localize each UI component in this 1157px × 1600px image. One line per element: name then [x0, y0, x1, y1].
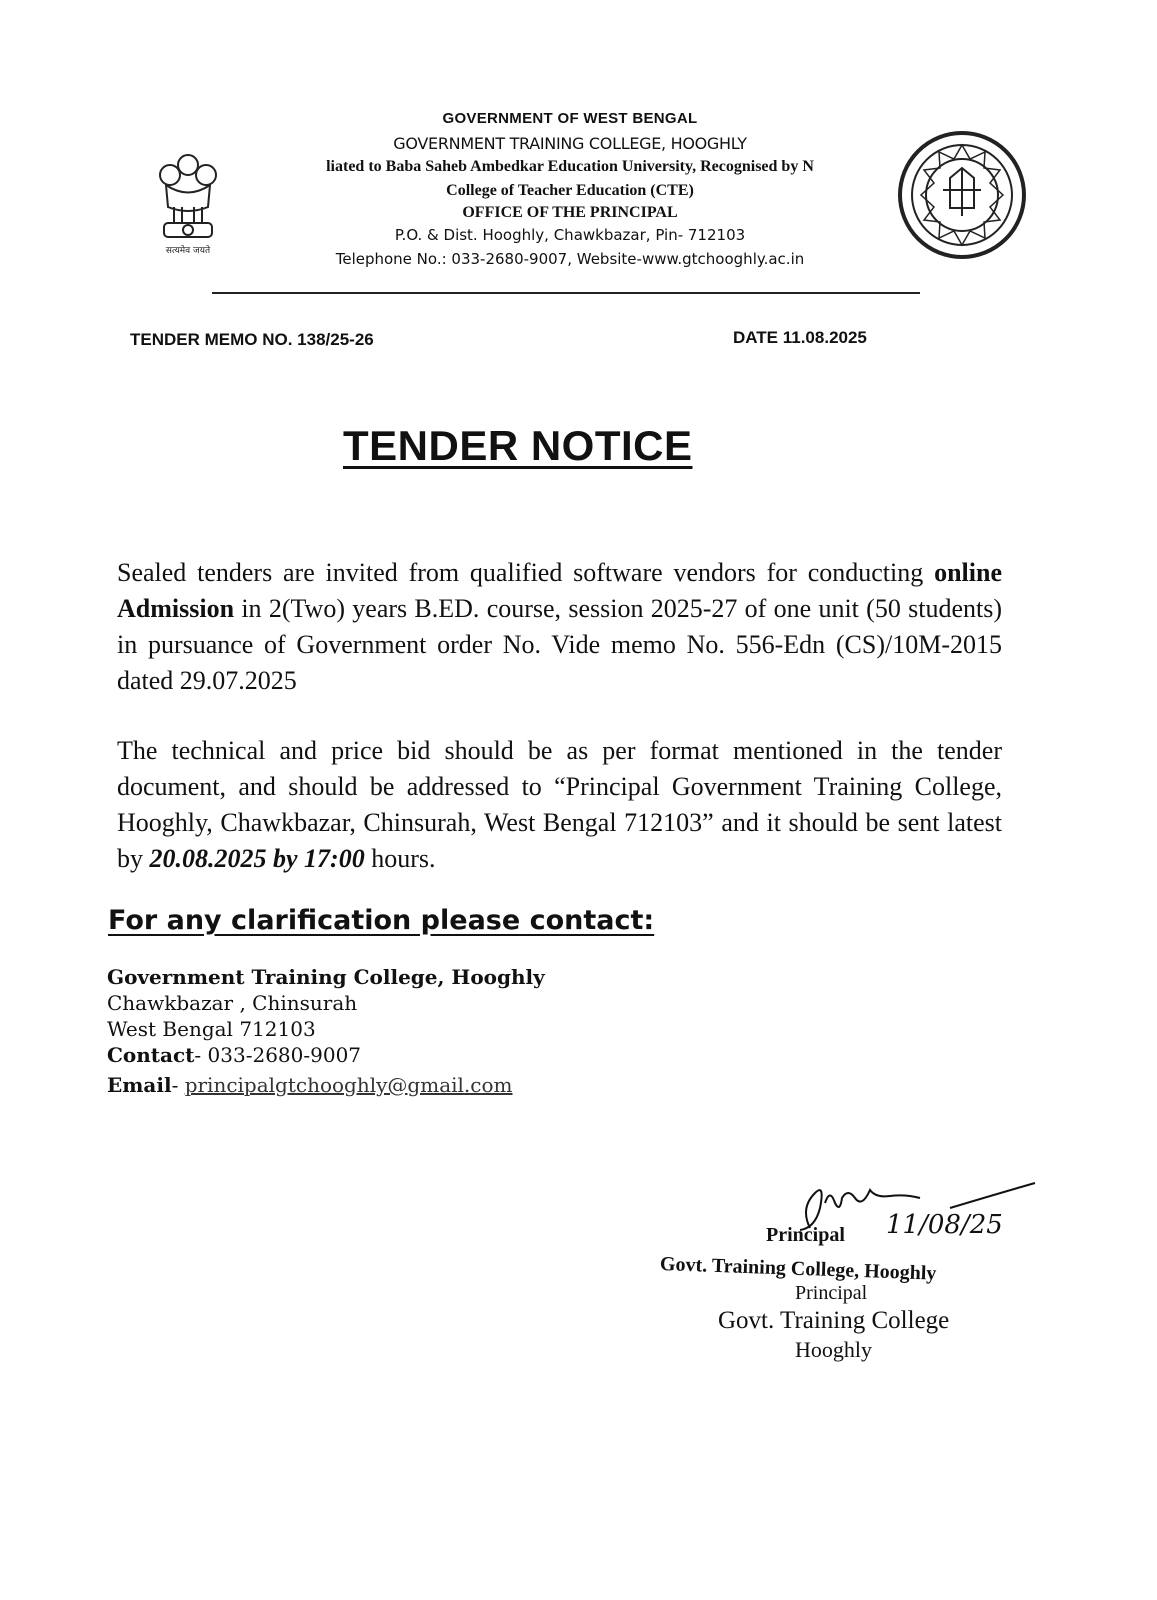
ashoka-emblem-icon	[148, 145, 228, 260]
stamp-org: Govt. Training College	[718, 1307, 950, 1334]
contact-address-1: Chawkbazar , Chinsurah	[107, 991, 358, 1015]
p2-text-a: The technical and price bid should be as per format mentioned in the tender document, and should be addressed to “Principal Government Training College, Hooghly, Chawkbazar, Chinsurah, West Bengal 712103” and it should be sent latest by	[117, 736, 1002, 873]
contact-phone-label: Contact	[107, 1043, 195, 1067]
govt-name: GOVERNMENT OF WEST BENGAL	[442, 110, 698, 127]
body-paragraph-1	[117, 555, 1002, 699]
stamp-title: Principal	[795, 1282, 868, 1304]
handwritten-date: 11/08/25	[886, 1210, 1003, 1240]
cte-line: College of Teacher Education (CTE)	[446, 182, 694, 199]
header-divider	[212, 292, 920, 294]
p1-bold: online Admission	[117, 558, 1002, 623]
memo-number: TENDER MEMO NO. 138/25-26	[130, 330, 374, 349]
contact-phone	[107, 1043, 361, 1067]
office-line: OFFICE OF THE PRINCIPAL	[462, 204, 678, 221]
p1-text-a: Sealed tenders are invited from qualified software vendors for conducting	[117, 558, 935, 587]
contact-org: Government Training College, Hooghly	[107, 965, 545, 989]
address-line: P.O. & Dist. Hooghly, Chawkbazar, Pin- 712103	[394, 226, 746, 244]
signatory-org: Govt. Training College, Hooghly	[659, 1253, 937, 1285]
emblem-motto: सत्यमेव जयते	[165, 246, 211, 256]
body-paragraph-2	[117, 733, 1002, 877]
p2-deadline: 20.08.2025 by 17:00	[149, 844, 365, 873]
telephone-website-line: Telephone No.: 033-2680-9007, Website-www.gtchooghly.ac.in	[335, 250, 805, 268]
contact-email	[107, 1073, 512, 1097]
affiliation-line: liated to Baba Saheb Ambedkar Education University, Recognised by N	[326, 158, 814, 175]
contact-phone-value: - 033-2680-9007	[194, 1043, 362, 1067]
college-name: GOVERNMENT TRAINING COLLEGE, HOOGHLY	[393, 134, 747, 153]
page-title: TENDER NOTICE	[343, 422, 693, 469]
p2-text-b: hours.	[364, 844, 436, 873]
signatory-title: Principal	[766, 1224, 845, 1246]
contact-email-sep: -	[171, 1073, 185, 1097]
contact-email-label: Email	[107, 1073, 172, 1097]
contact-address-2: West Bengal 712103	[107, 1017, 316, 1041]
p1-text-b: in 2(Two) years B.ED. course, session 2025-27 of one unit (50 students) in pursuance of Government order No. Vide memo No. 556-Edn (CS)/10M-2015 dated 29.07.2025	[117, 594, 1002, 695]
stamp-place: Hooghly	[795, 1337, 872, 1362]
college-seal-icon	[895, 128, 1030, 263]
contact-heading: For any clarification please contact:	[108, 905, 655, 936]
email-link[interactable]: principalgtchooghly@gmail.com	[184, 1073, 513, 1097]
memo-date: DATE 11.08.2025	[733, 328, 867, 347]
